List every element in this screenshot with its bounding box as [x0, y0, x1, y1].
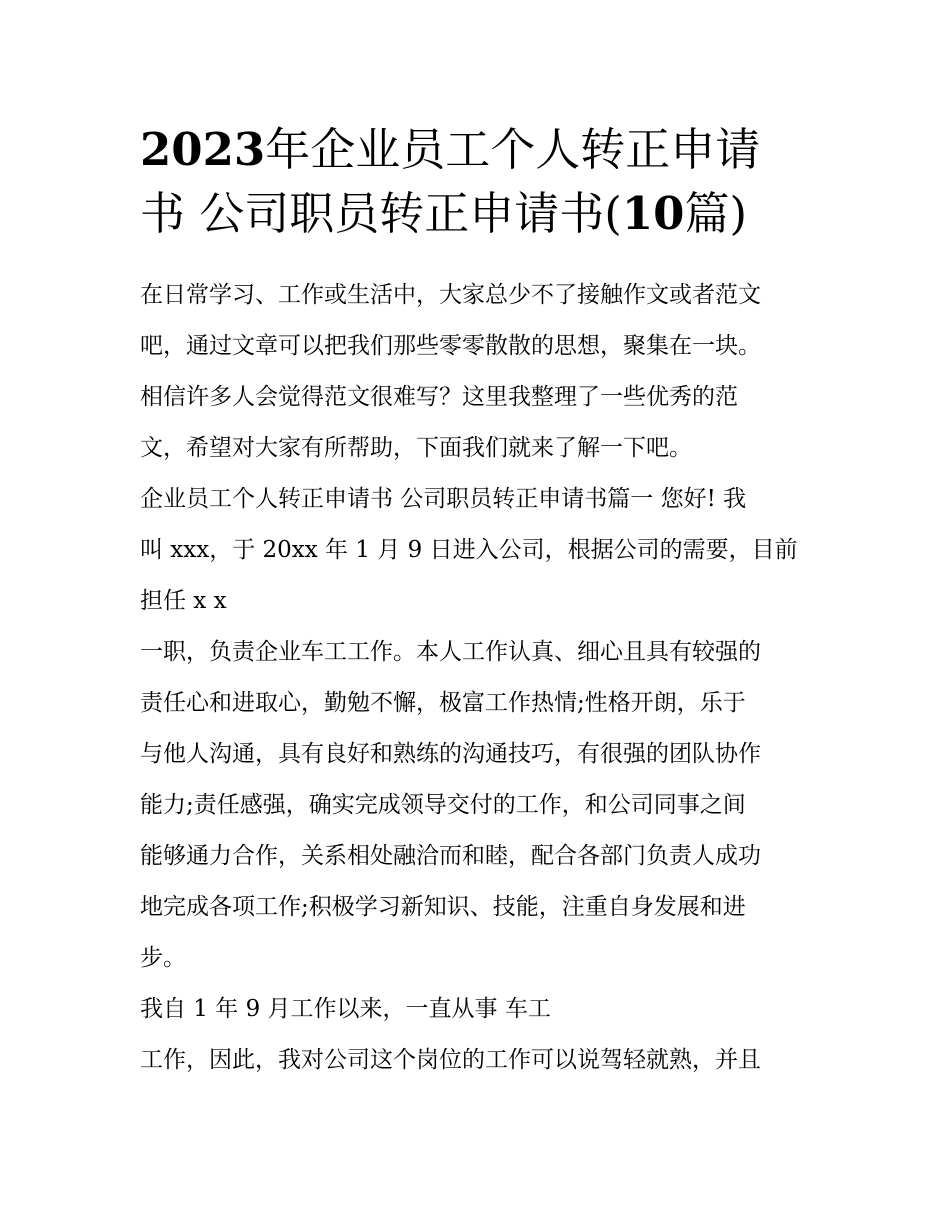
body-line: 步。: [140, 945, 186, 971]
title-line-1: [140, 118, 816, 182]
document-body: [140, 270, 816, 1086]
body-line: 工作，因此，我对公司这个岗位的工作可以说驾轻就熟，并且: [140, 1047, 761, 1073]
body-line: 叫 xxx，于 20xx 年 1 月 9 日进入公司，根据公司的需要，目前: [140, 537, 798, 563]
body-line: 能够通力合作，关系相处融洽而和睦，配合各部门负责人成功: [140, 843, 761, 869]
body-line: 我自 1 年 9 月工作以来，一直从事 车工: [140, 996, 551, 1022]
title-text-2b: 篇): [684, 187, 748, 240]
body-line: 担任 x x: [140, 588, 227, 614]
title-line-2: [140, 182, 816, 246]
body-line: 责任心和进取心，勤勉不懈，极富工作热情;性格开朗，乐于: [140, 690, 746, 716]
body-line: 相信许多人会觉得范文很难写？这里我整理了一些优秀的范: [140, 384, 738, 410]
document-page: [140, 118, 816, 1086]
body-line: 地完成各项工作;积极学习新知识、技能，注重自身发展和进: [140, 894, 746, 920]
body-line: 吧，通过文章可以把我们那些零零散散的思想，聚集在一块。: [140, 333, 761, 359]
title-count: 10: [621, 187, 685, 240]
title-year: 2023: [140, 123, 266, 176]
document-title: [140, 118, 816, 246]
body-line: 文，希望对大家有所帮助，下面我们就来了解一下吧。: [140, 435, 692, 461]
body-line: 与他人沟通，具有良好和熟练的沟通技巧，有很强的团队协作: [140, 741, 761, 767]
body-line: 在日常学习、工作或生活中，大家总少不了接触作文或者范文: [140, 282, 761, 308]
title-text-2a: 书 公司职员转正申请书(: [140, 187, 622, 240]
body-line: 企业员工个人转正申请书 公司职员转正申请书篇一 您好! 我: [140, 486, 747, 512]
body-line: 能力;责任感强，确实完成领导交付的工作，和公司同事之间: [140, 792, 746, 818]
title-text-1: 年企业员工个人转正申请: [265, 123, 761, 176]
body-line: 一职，负责企业车工工作。本人工作认真、细心且具有较强的: [140, 639, 761, 665]
